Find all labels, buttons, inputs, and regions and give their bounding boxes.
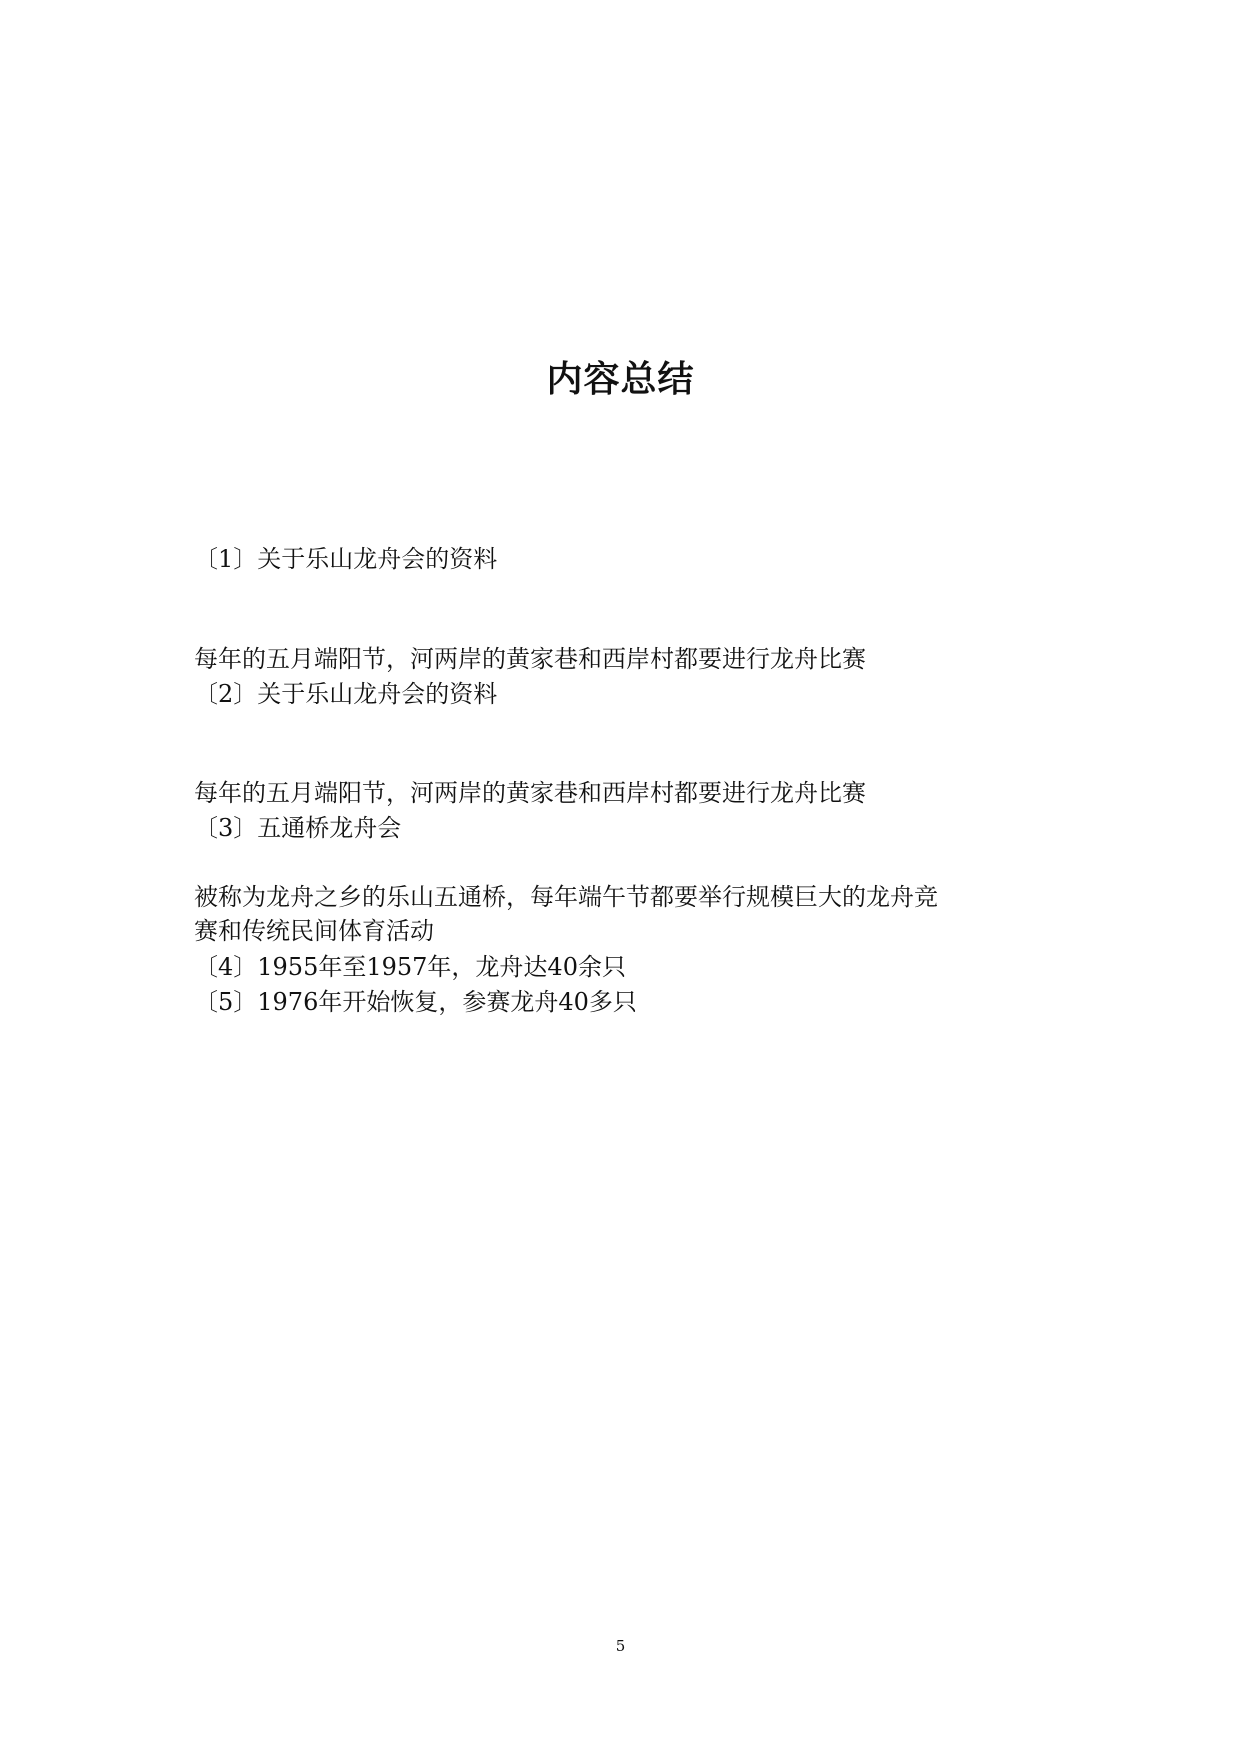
item-5-heading: 〔5〕1976年开始恢复，参赛龙舟40多只 [194, 988, 637, 1016]
item-2-body: 每年的五月端阳节，河两岸的黄家巷和西岸村都要进行龙舟比赛 [194, 779, 866, 807]
item-1-body: 每年的五月端阳节，河两岸的黄家巷和西岸村都要进行龙舟比赛 [194, 645, 866, 673]
page-title: 内容总结 [546, 359, 695, 400]
item-3-body-line-2: 赛和传统民间体育活动 [194, 917, 434, 945]
item-3-heading: 〔3〕五通桥龙舟会 [194, 814, 402, 842]
item-3-body-line-1: 被称为龙舟之乡的乐山五通桥，每年端午节都要举行规模巨大的龙舟竞 [194, 883, 938, 911]
item-1-heading: 〔1〕关于乐山龙舟会的资料 [194, 545, 498, 573]
page-number: 5 [615, 1637, 626, 1655]
item-2-heading: 〔2〕关于乐山龙舟会的资料 [194, 680, 498, 708]
item-4-heading: 〔4〕1955年至1957年，龙舟达40余只 [194, 953, 626, 981]
